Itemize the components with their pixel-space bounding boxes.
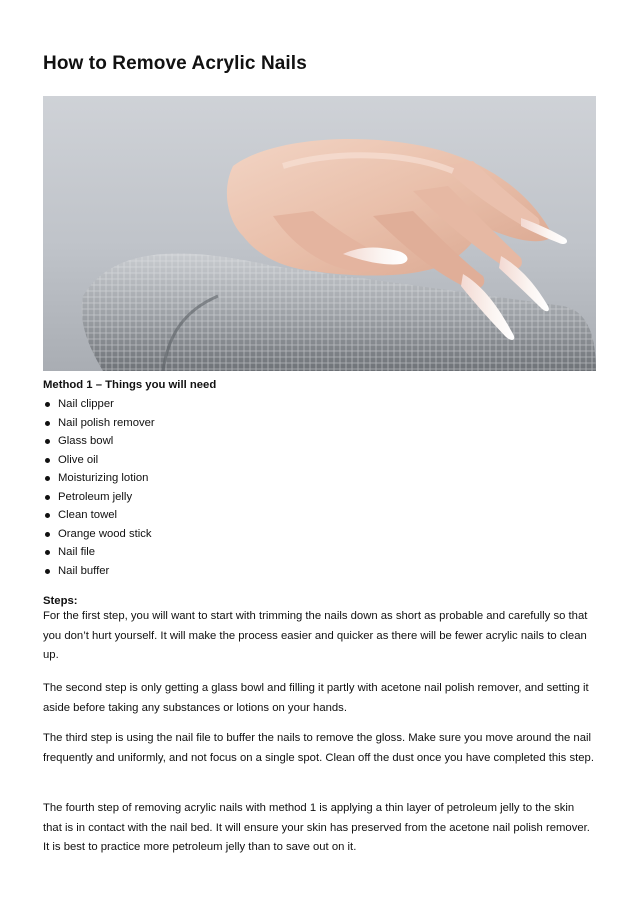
list-item (43, 506, 155, 525)
list-item (43, 488, 155, 507)
article-title: How to Remove Acrylic Nails (43, 53, 307, 74)
list-item-label: Nail file (58, 546, 96, 558)
bullet-icon (45, 513, 50, 518)
things-you-need-list (43, 395, 155, 580)
list-item-label: Nail polish remover (58, 416, 155, 429)
method-1-heading: Method 1 – Things you will need (43, 379, 217, 391)
list-item-label: Orange wood stick (58, 527, 152, 540)
bullet-icon (45, 532, 50, 537)
list-item (43, 414, 155, 433)
step-1-paragraph: For the first step, you will want to start with trimming the nails down as short as probable and carefully so that you don’t hurt yourself. It will make the process easier and quicker as there will be fewer acrylic nails to clean up. (43, 610, 588, 661)
list-item (43, 395, 155, 414)
bullet-icon (45, 569, 50, 574)
bullet-icon (45, 550, 50, 555)
steps-heading: Steps: (43, 595, 78, 607)
bullet-icon (45, 421, 50, 426)
bullet-icon (45, 402, 50, 407)
list-item (43, 525, 155, 544)
bullet-icon (45, 458, 50, 463)
list-item-label: Moisturizing lotion (58, 472, 149, 484)
bullet-icon (45, 495, 50, 500)
list-item (43, 451, 155, 470)
list-item-label: Nail clipper (58, 398, 114, 410)
bullet-icon (45, 439, 50, 444)
list-item-label: Clean towel (58, 509, 118, 521)
list-item-label: Petroleum jelly (58, 490, 133, 503)
list-item (43, 432, 155, 451)
list-item (43, 469, 155, 488)
step-4-paragraph: The fourth step of removing acrylic nails with method 1 is applying a thin layer of petroleum jelly to the skin that is in contact with the nail bed. It will ensure your skin has preserved from the acetone nail polish remover. It is best to practice more petroleum jelly than to save out on it. (43, 802, 590, 853)
step-2-paragraph: The second step is only getting a glass bowl and filling it partly with acetone nail polish remover, and setting it aside before taking any substances or lotions on your hands. (43, 682, 589, 714)
step-3-paragraph: The third step is using the nail file to buffer the nails to remove the gloss. Make sure you move around the nail frequently and uniformly, and not focus on a single spot. Clean off the dust once you have completed this step. (43, 732, 594, 764)
list-item-label: Olive oil (58, 453, 99, 466)
list-item-label: Glass bowl (58, 435, 114, 447)
list-item (43, 543, 155, 562)
list-item (43, 562, 155, 581)
list-item-label: Nail buffer (58, 564, 110, 577)
hand-with-acrylic-nails-photo (43, 96, 596, 371)
bullet-icon (45, 476, 50, 481)
